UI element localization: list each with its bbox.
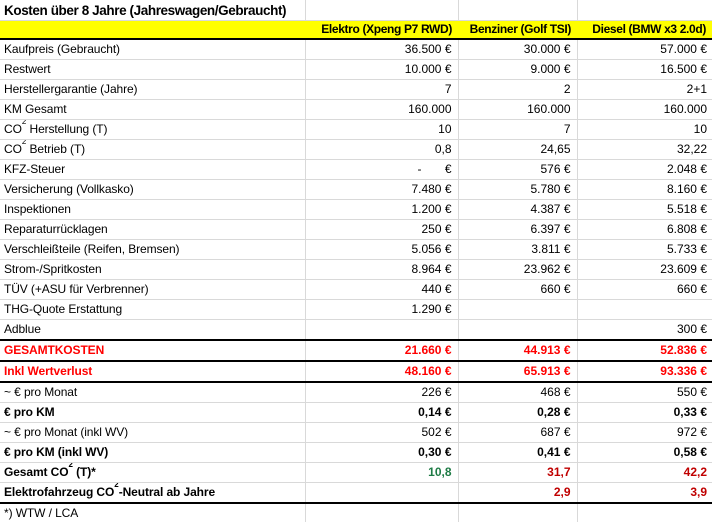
row-euro-pro-km	[0, 403, 712, 423]
value-cell[interactable]: 660 €	[577, 280, 712, 300]
row-gesamt-co2	[0, 463, 712, 483]
value-cell[interactable]: 7	[305, 80, 458, 100]
value-cell[interactable]: 160.000	[577, 100, 712, 120]
value-cell[interactable]: 0,14 €	[305, 403, 458, 423]
row-label[interactable]: Inkl Wertverlust	[0, 361, 305, 382]
row-kfz-steuer	[0, 160, 712, 180]
value-cell[interactable]: 0,58 €	[577, 443, 712, 463]
row-label[interactable]: TÜV (+ASU für Verbrenner)	[0, 280, 305, 300]
row-inspektionen	[0, 200, 712, 220]
value-cell[interactable]	[458, 503, 577, 522]
empty-cell[interactable]	[458, 0, 577, 21]
row-label[interactable]: ~ € pro Monat (inkl WV)	[0, 423, 305, 443]
value-cell[interactable]: 10,8	[305, 463, 458, 483]
row-label[interactable]: Gesamt $CO^2$ (T)*	[0, 463, 305, 483]
value-cell[interactable]: 42,2	[577, 463, 712, 483]
header-diesel[interactable]: Diesel (BMW x3 2.0d)	[577, 21, 712, 40]
value-cell[interactable]: 7	[458, 120, 577, 140]
value-cell[interactable]: 31,7	[458, 463, 577, 483]
row-euro-pro-monat-inkl-wv	[0, 423, 712, 443]
value-cell[interactable]: 3.811 €	[458, 240, 577, 260]
row-herstellergarantie	[0, 80, 712, 100]
row-label[interactable]: Restwert	[0, 60, 305, 80]
row-label[interactable]: ~ € pro Monat	[0, 382, 305, 403]
row-euro-pro-monat	[0, 382, 712, 403]
value-cell[interactable]: 5.733 €	[577, 240, 712, 260]
row-km-gesamt	[0, 100, 712, 120]
value-cell[interactable]: 6.397 €	[458, 220, 577, 240]
value-cell[interactable]: 0,41 €	[458, 443, 577, 463]
row-label[interactable]: GESAMTKOSTEN	[0, 340, 305, 361]
row-label[interactable]: THG-Quote Erstattung	[0, 300, 305, 320]
row-gesamtkosten	[0, 340, 712, 361]
value-cell[interactable]: 23.962 €	[458, 260, 577, 280]
value-cell[interactable]: 502 €	[305, 423, 458, 443]
row-adblue	[0, 320, 712, 341]
value-cell[interactable]: 52.836 €	[577, 340, 712, 361]
value-cell[interactable]: 36.500 €	[305, 39, 458, 60]
value-cell[interactable]: 660 €	[458, 280, 577, 300]
row-tuev	[0, 280, 712, 300]
row-label[interactable]: Strom-/Spritkosten	[0, 260, 305, 280]
value-cell[interactable]	[305, 320, 458, 341]
row-verschleissteile	[0, 240, 712, 260]
value-cell[interactable]: - €	[305, 160, 458, 180]
value-cell[interactable]: 65.913 €	[458, 361, 577, 382]
value-cell[interactable]: 5.780 €	[458, 180, 577, 200]
value-cell[interactable]	[577, 503, 712, 522]
row-strom-spritkosten	[0, 260, 712, 280]
value-cell[interactable]: 0,8	[305, 140, 458, 160]
value-cell[interactable]: 2	[458, 80, 577, 100]
value-cell[interactable]: 21.660 €	[305, 340, 458, 361]
sheet-title[interactable]: Kosten über 8 Jahre (Jahreswagen/Gebraucht)	[0, 0, 305, 21]
value-cell[interactable]: 10	[305, 120, 458, 140]
row-label[interactable]: Elektrofahrzeug $CO^2$-Neutral ab Jahre	[0, 483, 305, 504]
row-co2-herstellung	[0, 120, 712, 140]
superscript-2: 2	[21, 119, 27, 126]
row-label[interactable]: € pro KM (inkl WV)	[0, 443, 305, 463]
value-cell[interactable]: 576 €	[458, 160, 577, 180]
value-cell[interactable]: 23.609 €	[577, 260, 712, 280]
row-thg-quote	[0, 300, 712, 320]
row-label[interactable]: Reparaturrücklagen	[0, 220, 305, 240]
value-cell[interactable]: 160.000	[305, 100, 458, 120]
value-cell[interactable]: 16.500 €	[577, 60, 712, 80]
value-cell[interactable]: 9.000 €	[458, 60, 577, 80]
row-label[interactable]: Kaufpreis (Gebraucht)	[0, 39, 305, 60]
value-cell[interactable]: 440 €	[305, 280, 458, 300]
column-header-row	[0, 21, 712, 40]
value-cell[interactable]: 250 €	[305, 220, 458, 240]
value-cell[interactable]: 972 €	[577, 423, 712, 443]
empty-cell[interactable]	[577, 0, 712, 21]
superscript-2: 2	[114, 482, 119, 489]
value-cell[interactable]: 3,9	[577, 483, 712, 504]
value-cell[interactable]: 8.160 €	[577, 180, 712, 200]
row-co2-betrieb	[0, 140, 712, 160]
value-cell[interactable]: 0,30 €	[305, 443, 458, 463]
row-label[interactable]: Versicherung (Vollkasko)	[0, 180, 305, 200]
value-cell[interactable]: 10.000 €	[305, 60, 458, 80]
row-restwert	[0, 60, 712, 80]
value-cell[interactable]: 44.913 €	[458, 340, 577, 361]
value-cell[interactable]: 10	[577, 120, 712, 140]
value-cell[interactable]: 4.387 €	[458, 200, 577, 220]
row-label[interactable]: Verschleißteile (Reifen, Bremsen)	[0, 240, 305, 260]
value-cell[interactable]	[577, 300, 712, 320]
value-cell[interactable]: 687 €	[458, 423, 577, 443]
value-cell[interactable]: 57.000 €	[577, 39, 712, 60]
row-reparaturruecklagen	[0, 220, 712, 240]
row-label[interactable]: Adblue	[0, 320, 305, 341]
row-kaufpreis	[0, 39, 712, 60]
superscript-2: 2	[21, 139, 27, 146]
row-label[interactable]: Herstellergarantie (Jahre)	[0, 80, 305, 100]
row-label[interactable]: KM Gesamt	[0, 100, 305, 120]
value-cell[interactable]: 32,22	[577, 140, 712, 160]
value-cell[interactable]: 5.056 €	[305, 240, 458, 260]
value-cell[interactable]: 300 €	[577, 320, 712, 341]
header-benziner[interactable]: Benziner (Golf TSI)	[458, 21, 577, 40]
row-label[interactable]: Inspektionen	[0, 200, 305, 220]
row-euro-pro-km-inkl-wv	[0, 443, 712, 463]
value-cell[interactable]: 0,28 €	[458, 403, 577, 423]
value-cell[interactable]: 8.964 €	[305, 260, 458, 280]
header-empty-cell[interactable]	[0, 21, 305, 40]
value-cell[interactable]: 24,65	[458, 140, 577, 160]
value-cell[interactable]	[305, 483, 458, 504]
empty-cell[interactable]	[305, 0, 458, 21]
row-inkl-wertverlust	[0, 361, 712, 382]
value-cell[interactable]: 226 €	[305, 382, 458, 403]
value-cell[interactable]: 93.336 €	[577, 361, 712, 382]
value-cell[interactable]: 6.808 €	[577, 220, 712, 240]
value-cell[interactable]: 30.000 €	[458, 39, 577, 60]
row-footnote	[0, 503, 712, 522]
row-label[interactable]: € pro KM	[0, 403, 305, 423]
row-label[interactable]: $CO^2$ Herstellung (T)	[0, 120, 305, 140]
value-cell[interactable]: 1.200 €	[305, 200, 458, 220]
value-cell[interactable]: 160.000	[458, 100, 577, 120]
value-cell[interactable]: 0,33 €	[577, 403, 712, 423]
value-cell[interactable]: 2,9	[458, 483, 577, 504]
value-cell[interactable]: 48.160 €	[305, 361, 458, 382]
value-cell[interactable]	[458, 300, 577, 320]
row-co2-neutral-ab-jahre	[0, 483, 712, 504]
row-label[interactable]: KFZ-Steuer	[0, 160, 305, 180]
row-label[interactable]: $CO^2$ Betrieb (T)	[0, 140, 305, 160]
row-versicherung	[0, 180, 712, 200]
value-cell[interactable]: 2.048 €	[577, 160, 712, 180]
value-cell[interactable]	[458, 320, 577, 341]
value-cell[interactable]: 468 €	[458, 382, 577, 403]
value-cell[interactable]: 550 €	[577, 382, 712, 403]
footnote[interactable]: *) WTW / LCA	[0, 503, 305, 522]
value-cell[interactable]	[305, 503, 458, 522]
value-cell[interactable]: 2+1	[577, 80, 712, 100]
title-row	[0, 0, 712, 21]
superscript-2: 2	[68, 462, 73, 469]
value-cell[interactable]: 5.518 €	[577, 200, 712, 220]
value-cell[interactable]: 1.290 €	[305, 300, 458, 320]
header-elektro[interactable]: Elektro (Xpeng P7 RWD)	[305, 21, 458, 40]
value-cell[interactable]: 7.480 €	[305, 180, 458, 200]
